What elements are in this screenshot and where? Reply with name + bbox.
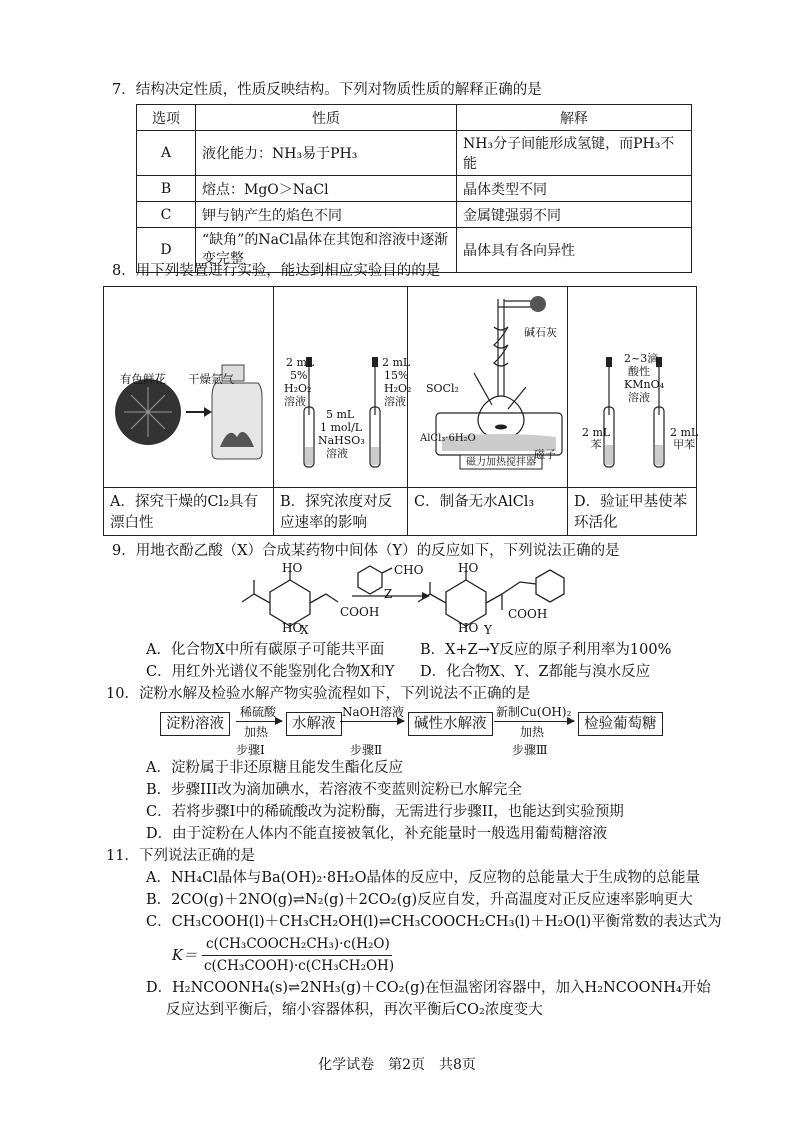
- flow-arrow-3: [494, 721, 574, 722]
- cooh-x: COOH: [340, 605, 380, 619]
- q11-option-c: C．CH₃COOH(l)＋CH₃CH₂OH(l)⇌CH₃COOCH₂CH₃(l)＋H₂O(l)平衡常数的表达式为: [146, 914, 722, 930]
- b-left-sol: 溶液: [284, 395, 306, 408]
- caption-d: D．验证甲基使苯环活化: [568, 487, 696, 538]
- d-kmno4: KMnO₄: [624, 378, 664, 391]
- table-cell: C: [137, 202, 196, 228]
- caption-b: B．探究浓度对反应速率的影响: [274, 487, 408, 538]
- flow-step3: 步骤Ⅲ: [512, 743, 548, 757]
- q11-option-b: B．2CO(g)＋2NO(g)⇌N₂(g)＋2CO₂(g)反应自发，升高温度对正反应速率影响更大: [146, 892, 693, 908]
- ho-top-x: HO: [282, 561, 303, 575]
- table-cell: 液化能力：NH₃易于PH₃: [196, 131, 457, 176]
- q9-stem: 9．用地衣酚乙酸（X）合成某药物中间体（Y）的反应如下，下列说法正确的是: [112, 543, 620, 559]
- flow-step1: 步骤Ⅰ: [236, 743, 265, 757]
- b-left-top: 2 mL: [286, 356, 315, 369]
- table-cell: A: [137, 131, 196, 176]
- page-footer: 化学试卷 第2页 共8页: [318, 1057, 476, 1073]
- k-numerator: c(CH₃COOCH₂CH₃)·c(H₂O): [206, 936, 390, 952]
- q8-stem: 8．用下列装置进行实验，能达到相应实验目的的是: [112, 263, 441, 279]
- q11-option-d-line2: 反应达到平衡后，缩小容器体积，再次平衡后CO₂浓度变大: [166, 1002, 543, 1018]
- flow-step2: 步骤Ⅱ: [350, 743, 383, 757]
- table-cell: NH₃分子间能形成氢键，而PH₃不能: [457, 131, 692, 176]
- b-tube-reagent: NaHSO₃: [318, 434, 365, 447]
- q7-stem: 7．结构决定性质，性质反映结构。下列对物质性质的解释正确的是: [112, 82, 542, 98]
- table-header-row: [137, 105, 692, 131]
- table-row: [137, 131, 692, 176]
- flow-box-glucose: 检验葡萄糖: [578, 712, 663, 736]
- q9-option-c: C．用红外光谱仪不能鉴别化合物X和Y: [146, 664, 395, 680]
- d-drops: 2~3滴: [624, 352, 659, 365]
- table-cell: 晶体类型不同: [457, 176, 692, 202]
- table-header: 解释: [457, 105, 692, 131]
- b-tube-sol: 溶液: [326, 447, 348, 460]
- socl2-label: SOCl₂: [426, 382, 459, 395]
- table-cell: B: [137, 176, 196, 202]
- b-left-conc: 5%: [290, 369, 308, 382]
- table-cell: D: [137, 228, 196, 273]
- ho-top-y: HO: [458, 561, 479, 575]
- flow-arrow1-bot: 加热: [244, 725, 269, 739]
- table-cell: 熔点：MgO＞NaCl: [196, 176, 457, 202]
- flow-box-hydrolysate: 水解液: [286, 712, 342, 736]
- label-z: Z: [384, 587, 393, 601]
- table-row: [137, 176, 692, 202]
- b-tube-vol: 5 mL: [326, 408, 355, 421]
- q7-table: [136, 104, 692, 273]
- d-acid: 酸性: [628, 365, 650, 378]
- flow-arrow1-top: 稀硫酸: [240, 705, 277, 719]
- k-denominator: c(CH₃COOH)·c(CH₃CH₂OH): [204, 958, 395, 974]
- d-benzene: 2 mL 苯: [582, 426, 611, 451]
- q11-stem: 11．下列说法正确的是: [106, 848, 255, 864]
- flower-label: 有色鲜花: [120, 372, 166, 386]
- caption-a: A．探究干燥的Cl₂具有漂白性: [104, 487, 274, 538]
- flow-arrow2-top: NaOH溶液: [342, 705, 404, 719]
- flow-arrow-2: [340, 721, 404, 722]
- magnet-label: 磁子: [534, 448, 556, 461]
- table-header: 性质: [196, 105, 457, 131]
- q8-apparatus-grid: [103, 286, 697, 536]
- q10-option-a: A．淀粉属于非还原糖且能发生酯化反应: [146, 760, 403, 776]
- soda-lime-tube-icon: [530, 296, 546, 312]
- label-x: X: [300, 623, 309, 637]
- table-cell: “缺角”的NaCl晶体在其饱和溶液中逐渐变完整: [196, 228, 457, 273]
- b-right-reagent: H₂O₂: [384, 382, 412, 395]
- alcl3-label: AlCl₃·6H₂O: [420, 433, 476, 444]
- d-toluene: 2 mL 甲苯: [670, 426, 699, 451]
- b-right-top: 2 mL: [382, 356, 411, 369]
- b-right-sol: 溶液: [384, 395, 406, 408]
- q10-option-c: C．若将步骤I中的稀硫酸改为淀粉酶，无需进行步骤II，也能达到实验预期: [146, 804, 624, 820]
- q10-option-b: B．步骤III改为滴加碘水，若溶液不变蓝则淀粉已水解完全: [146, 782, 522, 798]
- q11-option-d-line1: D．H₂NCOONH₄(s)⇌2NH₃(g)＋CO₂(g)在恒温密闭容器中，加入H₂NCOONH₄开始: [146, 980, 711, 996]
- panel-a-drawing: [104, 287, 274, 487]
- q9-option-b: B．X+Z→Y反应的原子利用率为100%: [420, 642, 672, 658]
- ho-bot-y: HO: [458, 621, 479, 635]
- b-right-conc: 15%: [384, 369, 409, 382]
- b-left-reagent: H₂O₂: [284, 382, 312, 395]
- q9-option-d: D．化合物X、Y、Z都能与溴水反应: [420, 664, 651, 680]
- q9-option-a: A．化合物X中所有碳原子可能共平面: [146, 642, 385, 658]
- table-row: [137, 202, 692, 228]
- b-tube-conc: 1 mol/L: [320, 421, 363, 434]
- q10-stem: 10．淀粉水解及检验水解产物实验流程如下，下列说法不正确的是: [106, 686, 531, 702]
- stirrer-label: 磁力加热搅拌器: [466, 457, 536, 468]
- flow-arrow-1: [236, 721, 282, 722]
- cooh-y: COOH: [508, 607, 548, 621]
- table-cell: 金属键强弱不同: [457, 202, 692, 228]
- table-header: 选项: [137, 105, 196, 131]
- d-sol: 溶液: [628, 391, 650, 404]
- soda-lime-label: 碱石灰: [524, 326, 557, 339]
- label-y: Y: [484, 623, 492, 637]
- flow-arrow3-top: 新制Cu(OH)₂: [496, 705, 572, 719]
- flow-box-alkaline: 碱性水解液: [408, 712, 493, 736]
- q10-option-d: D．由于淀粉在人体内不能直接被氧化，补充能量时一般选用葡萄糖溶液: [146, 826, 608, 842]
- dry-cl2-label: 干燥氯气: [188, 372, 234, 386]
- table-cell: 晶体具有各向异性: [457, 228, 692, 273]
- cho: CHO: [394, 563, 424, 577]
- ho-bot-x: HO: [282, 621, 303, 635]
- q11-option-a: A．NH₄Cl晶体与Ba(OH)₂·8H₂O晶体的反应中，反应物的总能量大于生成物的总能量: [146, 870, 700, 886]
- flow-box-starch: 淀粉溶液: [160, 712, 230, 736]
- k-label: K＝: [172, 948, 198, 964]
- caption-c: C．制备无水AlCl₃: [408, 487, 568, 517]
- flow-arrow3-bot: 加热: [520, 725, 545, 739]
- table-cell: 钾与钠产生的焰色不同: [196, 202, 457, 228]
